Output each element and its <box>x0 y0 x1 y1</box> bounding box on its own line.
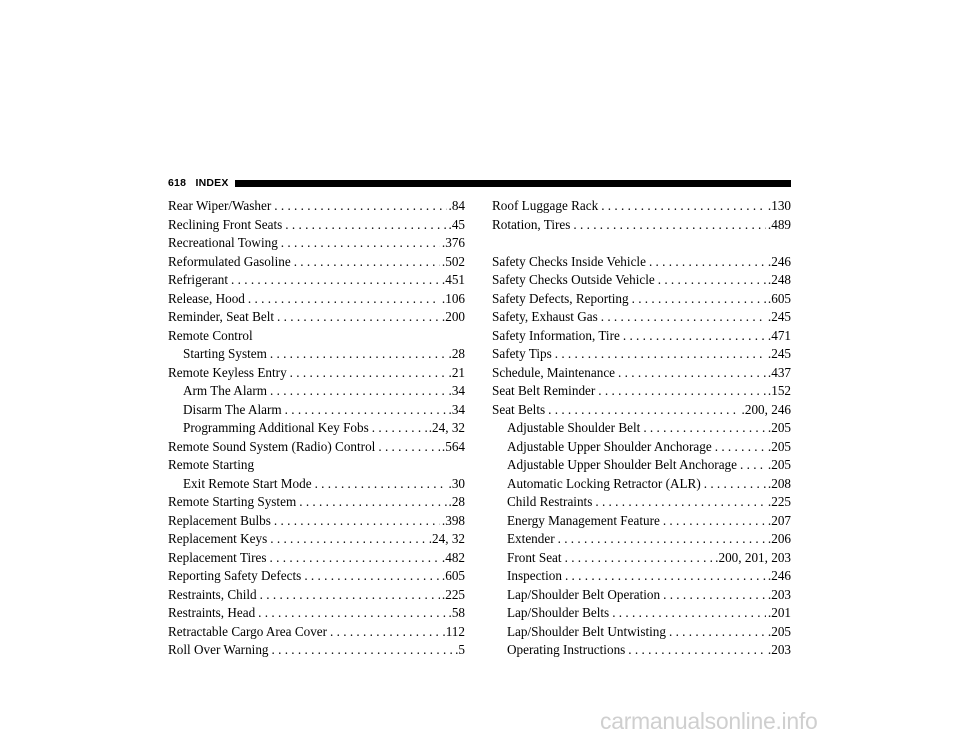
index-page-ref: .205 <box>767 623 791 639</box>
dot-leader <box>278 234 440 253</box>
index-entry <box>168 604 465 623</box>
index-subentry <box>492 623 791 642</box>
index-page-ref: .482 <box>441 549 465 565</box>
index-subentry <box>168 345 465 364</box>
index-page-ref: .28 <box>448 346 465 361</box>
index-page-ref: .200 <box>441 309 465 324</box>
index-term: Roll Over Warning <box>168 642 269 657</box>
index-term: Extender <box>507 531 555 546</box>
index-entry <box>168 197 465 216</box>
index-subentry <box>492 567 791 586</box>
dot-leader <box>267 382 447 401</box>
index-term: Seat Belt Reminder <box>492 383 596 398</box>
dot-leader <box>375 438 440 457</box>
index-entry <box>168 512 465 531</box>
index-page-ref: .451 <box>441 272 465 287</box>
index-entry <box>168 549 465 568</box>
index-page-ref: .205 <box>767 457 791 472</box>
index-term: Restraints, Child <box>168 586 257 602</box>
index-page-ref: .24, 32 <box>428 531 465 546</box>
index-subentry <box>168 475 465 494</box>
index-term: Starting System <box>183 346 267 361</box>
index-term: Schedule, Maintenance <box>492 364 616 380</box>
index-term: Remote Sound System (Radio) Control <box>168 438 376 454</box>
index-page-ref: .200, 201, 203 <box>715 549 791 565</box>
index-term: Remote Control <box>168 327 253 343</box>
dot-leader <box>267 345 447 364</box>
dot-leader <box>625 641 766 660</box>
index-entry <box>168 493 465 512</box>
dot-leader <box>267 530 426 549</box>
index-term: Rotation, Tires <box>492 216 571 232</box>
index-entry <box>168 271 465 290</box>
index-page-ref: .206 <box>767 531 791 546</box>
index-subentry <box>168 401 465 420</box>
index-entry <box>168 623 465 642</box>
index-term: Reporting Safety Defects <box>168 568 302 583</box>
index-term: Remote Starting System <box>168 494 297 509</box>
dot-leader <box>615 364 766 383</box>
page-number-title: 618 INDEX <box>168 177 229 189</box>
dot-leader <box>287 364 447 383</box>
index-term: Adjustable Upper Shoulder Belt Anchorage <box>507 457 737 472</box>
index-term: Replacement Tires <box>168 549 267 565</box>
index-page-ref: .205 <box>767 420 791 435</box>
dot-leader <box>271 512 440 531</box>
index-page-ref: .112 <box>442 623 465 639</box>
index-page-ref: .564 <box>441 438 465 454</box>
index-entry <box>492 253 791 272</box>
index-entry <box>492 364 791 383</box>
index-page-ref: .34 <box>448 383 465 398</box>
dot-leader <box>267 549 440 568</box>
index-term: Disarm The Alarm <box>183 401 282 417</box>
index-page-ref: .205 <box>767 438 791 454</box>
index-term: Reclining Front Seats <box>168 216 283 232</box>
index-subentry <box>492 604 791 623</box>
dot-leader <box>609 604 766 623</box>
index-entry <box>168 216 465 235</box>
index-entry <box>168 438 465 457</box>
index-term: Safety, Exhaust Gas <box>492 309 598 324</box>
index-term: Replacement Keys <box>168 531 268 546</box>
index-page-ref: .45 <box>448 216 465 232</box>
index-subentry <box>168 419 465 438</box>
index-term: Release, Hood <box>168 290 245 306</box>
index-entry <box>492 197 791 216</box>
dot-leader <box>255 604 446 623</box>
index-term: Lap/Shoulder Belt Untwisting <box>507 623 666 639</box>
index-page-ref: .502 <box>441 253 465 269</box>
index-term: Rear Wiper/Washer <box>168 198 272 213</box>
index-term: Safety Checks Outside Vehicle <box>492 272 655 287</box>
dot-leader <box>545 401 739 420</box>
index-entry <box>168 234 465 253</box>
dot-leader <box>369 419 427 438</box>
dot-leader <box>257 586 440 605</box>
index-entry <box>168 567 465 586</box>
dot-leader <box>327 623 440 642</box>
index-entry <box>168 364 465 383</box>
index-page-ref: .489 <box>767 216 791 232</box>
index-term: Safety Information, Tire <box>492 327 620 343</box>
index-term: Reminder, Seat Belt <box>168 309 275 324</box>
index-subentry <box>492 456 791 475</box>
index-page-ref: .207 <box>767 512 791 528</box>
index-page-ref: .208 <box>767 475 791 491</box>
index-page-ref: .84 <box>448 198 465 213</box>
index-entry <box>492 216 791 235</box>
index-entry <box>492 345 791 364</box>
index-term: Safety Tips <box>492 346 552 361</box>
dot-leader <box>301 567 440 586</box>
dot-leader <box>737 456 766 475</box>
dot-leader <box>598 308 766 327</box>
index-subentry <box>492 493 791 512</box>
index-page-ref: .248 <box>767 272 791 287</box>
index-entry <box>168 327 465 346</box>
index-entry <box>168 641 465 660</box>
index-term: Roof Luggage Rack <box>492 198 599 213</box>
index-term: Replacement Bulbs <box>168 512 271 528</box>
index-term: Inspection <box>507 568 562 583</box>
dot-leader <box>291 253 440 272</box>
dot-leader <box>712 438 766 457</box>
dot-leader <box>552 345 766 364</box>
index-subentry <box>492 586 791 605</box>
dot-leader <box>282 216 446 235</box>
index-entry <box>168 586 465 605</box>
dot-leader <box>312 475 447 494</box>
dot-leader <box>562 567 766 586</box>
dot-leader <box>640 419 766 438</box>
index-page-ref: .245 <box>767 346 791 361</box>
index-spacer <box>492 234 791 253</box>
index-entry <box>168 530 465 549</box>
dot-leader <box>598 197 766 216</box>
index-page-ref: .437 <box>767 364 791 380</box>
dot-leader <box>666 623 766 642</box>
dot-leader <box>269 641 454 660</box>
index-page-ref: .5 <box>455 642 465 657</box>
dot-leader <box>555 530 766 549</box>
index-entry <box>168 456 465 475</box>
index-page-ref: .471 <box>767 327 791 343</box>
dot-leader <box>282 401 447 420</box>
index-term: Lap/Shoulder Belt Operation <box>507 586 661 602</box>
index-term: Arm The Alarm <box>183 383 267 398</box>
index-term: Front Seat <box>507 549 562 565</box>
dot-leader <box>271 197 446 216</box>
index-term: Adjustable Upper Shoulder Anchorage <box>507 438 712 454</box>
index-term: Retractable Cargo Area Cover <box>168 623 328 639</box>
index-term: Reformulated Gasoline <box>168 253 291 269</box>
index-entry <box>492 271 791 290</box>
index-page-ref: .246 <box>767 253 791 269</box>
index-subentry <box>492 512 791 531</box>
index-subentry <box>492 530 791 549</box>
index-entry <box>492 382 791 401</box>
index-page-ref: .225 <box>441 586 465 602</box>
index-subentry <box>492 419 791 438</box>
index-page-ref: .398 <box>441 512 465 528</box>
watermark: carmanualsonline.info <box>600 708 818 734</box>
index-page-ref: .130 <box>767 198 791 213</box>
index-page-ref: .28 <box>448 494 465 509</box>
dot-leader <box>570 216 766 235</box>
index-page-ref: .605 <box>441 568 465 583</box>
index-term: Recreational Towing <box>168 235 278 250</box>
index-page-ref: .245 <box>767 309 791 324</box>
index-page-ref: .225 <box>767 494 791 509</box>
index-term: Remote Starting <box>168 457 255 472</box>
index-subentry <box>492 438 791 457</box>
index-term: Automatic Locking Retractor (ALR) <box>507 475 701 491</box>
index-page-ref: .24, 32 <box>428 420 465 435</box>
index-term: Refrigerant <box>168 272 229 287</box>
index-term: Programming Additional Key Fobs <box>183 420 369 435</box>
index-page-ref: .605 <box>767 290 791 306</box>
dot-leader <box>296 493 446 512</box>
index-column-right <box>492 197 791 660</box>
index-page-ref: .246 <box>767 568 791 583</box>
index-subentry <box>492 475 791 494</box>
index-page-ref: .34 <box>448 401 465 417</box>
index-page-ref: .203 <box>767 586 791 602</box>
index-subentry <box>492 549 791 568</box>
dot-leader <box>646 253 766 272</box>
index-page-ref: .21 <box>448 364 465 380</box>
dot-leader <box>595 382 766 401</box>
index-term: Safety Defects, Reporting <box>492 290 629 306</box>
index-term: Remote Keyless Entry <box>168 364 287 380</box>
index-entry <box>492 290 791 309</box>
index-page-ref: .152 <box>767 383 791 398</box>
index-page-ref: .58 <box>448 605 465 620</box>
index-entry <box>168 290 465 309</box>
index-page-ref: .203 <box>767 642 791 657</box>
index-term: Operating Instructions <box>507 642 626 657</box>
dot-leader <box>655 271 766 290</box>
index-entry <box>492 308 791 327</box>
index-page-ref: .201 <box>767 605 791 620</box>
index-term: Seat Belts <box>492 401 546 417</box>
index-subentry <box>492 641 791 660</box>
dot-leader <box>228 271 440 290</box>
index-entry <box>168 308 465 327</box>
dot-leader <box>274 308 440 327</box>
index-term: Lap/Shoulder Belts <box>507 605 610 620</box>
index-term: Child Restraints <box>507 494 593 509</box>
dot-leader <box>701 475 766 494</box>
index-entry <box>492 401 791 420</box>
dot-leader <box>592 493 766 512</box>
header-rule <box>235 180 791 187</box>
index-page-ref: .106 <box>441 290 465 306</box>
index-term: Restraints, Head <box>168 605 256 620</box>
index-term: Exit Remote Start Mode <box>183 475 312 491</box>
dot-leader <box>660 586 766 605</box>
index-page-ref: .200, 246 <box>741 401 791 417</box>
index-entry <box>168 253 465 272</box>
index-entry <box>492 327 791 346</box>
index-page-ref: .376 <box>441 235 465 250</box>
dot-leader <box>620 327 766 346</box>
index-term: Energy Management Feature <box>507 512 660 528</box>
dot-leader <box>562 549 714 568</box>
index-page-ref: .30 <box>448 475 465 491</box>
dot-leader <box>629 290 766 309</box>
index-term: Adjustable Shoulder Belt <box>507 420 641 435</box>
dot-leader <box>660 512 766 531</box>
index-subentry <box>168 382 465 401</box>
page-header <box>168 177 791 189</box>
dot-leader <box>245 290 440 309</box>
index-term: Safety Checks Inside Vehicle <box>492 253 646 269</box>
index-column-left <box>168 197 465 660</box>
